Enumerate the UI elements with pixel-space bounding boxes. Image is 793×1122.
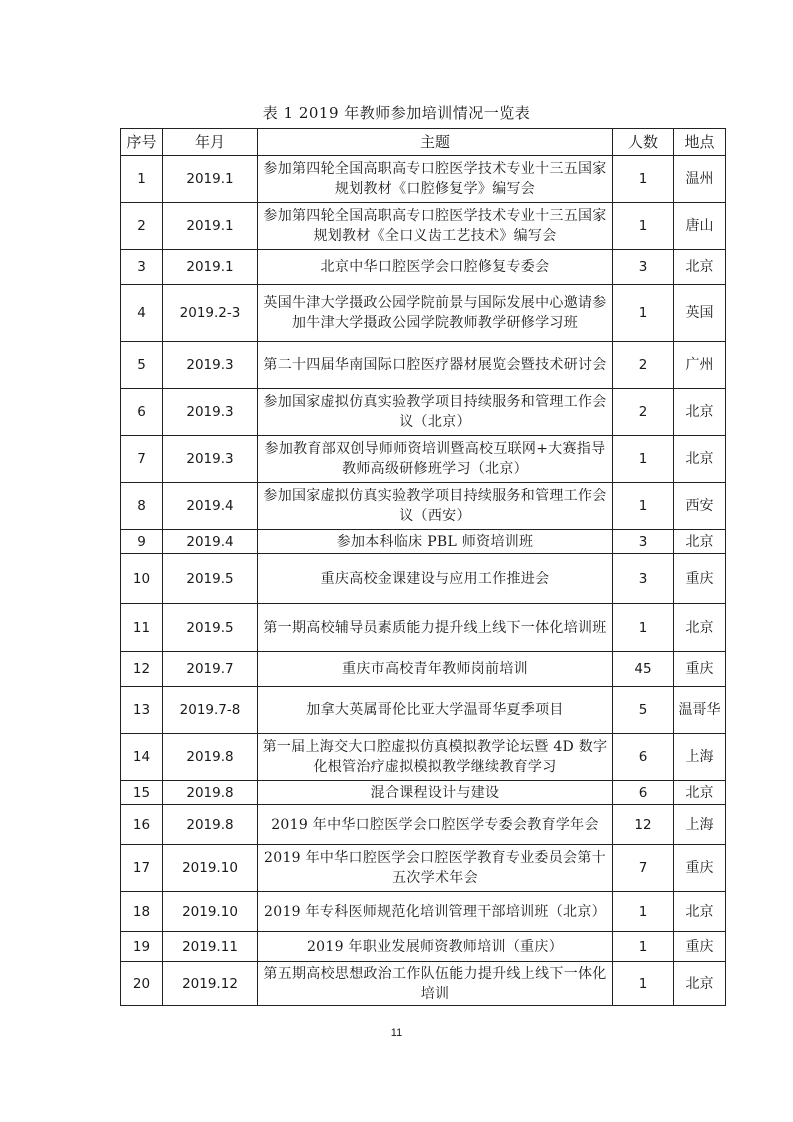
row-date: 2019.7-8 (163, 687, 258, 734)
row-topic: 参加国家虚拟仿真实验教学项目持续服务和管理工作会议（北京） (258, 389, 613, 436)
table-row (121, 483, 726, 530)
row-count: 6 (613, 781, 674, 805)
table-row (121, 805, 726, 845)
row-date: 2019.4 (163, 530, 258, 554)
row-place: 北京 (674, 389, 726, 436)
header-count: 人数 (613, 129, 674, 156)
row-count: 12 (613, 805, 674, 845)
row-index: 9 (121, 530, 163, 554)
table-row (121, 962, 726, 1006)
row-date: 2019.8 (163, 805, 258, 845)
row-index: 2 (121, 203, 163, 250)
table-row (121, 554, 726, 604)
header-index: 序号 (121, 129, 163, 156)
row-place: 北京 (674, 250, 726, 285)
table-row (121, 342, 726, 389)
row-index: 8 (121, 483, 163, 530)
row-index: 10 (121, 554, 163, 604)
row-date: 2019.10 (163, 845, 258, 892)
table-row (121, 389, 726, 436)
row-index: 1 (121, 156, 163, 203)
row-date: 2019.3 (163, 436, 258, 483)
row-topic: 重庆高校金课建设与应用工作推进会 (258, 554, 613, 604)
row-place: 重庆 (674, 554, 726, 604)
row-topic: 第一届上海交大口腔虚拟仿真模拟教学论坛暨 4D 数字化根管治疗虚拟模拟教学继续教育学习 (258, 734, 613, 781)
row-date: 2019.10 (163, 892, 258, 932)
row-count: 1 (613, 436, 674, 483)
row-index: 19 (121, 932, 163, 962)
row-date: 2019.8 (163, 781, 258, 805)
row-date: 2019.2-3 (163, 285, 258, 342)
row-topic: 北京中华口腔医学会口腔修复专委会 (258, 250, 613, 285)
table-row (121, 203, 726, 250)
row-count: 1 (613, 962, 674, 1006)
row-count: 6 (613, 734, 674, 781)
row-index: 13 (121, 687, 163, 734)
header-topic: 主题 (258, 129, 613, 156)
row-index: 4 (121, 285, 163, 342)
table-row (121, 436, 726, 483)
row-count: 1 (613, 892, 674, 932)
row-topic: 2019 年中华口腔医学会口腔医学教育专业委员会第十五次学术年会 (258, 845, 613, 892)
row-index: 16 (121, 805, 163, 845)
row-index: 5 (121, 342, 163, 389)
table-caption: 表 1 2019 年教师参加培训情况一览表 (262, 104, 531, 122)
row-count: 3 (613, 554, 674, 604)
row-count: 3 (613, 250, 674, 285)
row-topic: 2019 年中华口腔医学会口腔医学专委会教育学年会 (258, 805, 613, 845)
training-table (120, 128, 726, 1006)
row-index: 17 (121, 845, 163, 892)
row-index: 6 (121, 389, 163, 436)
row-place: 广州 (674, 342, 726, 389)
row-count: 2 (613, 389, 674, 436)
row-topic: 参加教育部双创导师师资培训暨高校互联网+大赛指导教师高级研修班学习（北京） (258, 436, 613, 483)
row-date: 2019.3 (163, 389, 258, 436)
row-count: 1 (613, 604, 674, 652)
row-topic: 2019 年专科医师规范化培训管理干部培训班（北京） (258, 892, 613, 932)
row-topic: 参加国家虚拟仿真实验教学项目持续服务和管理工作会议（西安） (258, 483, 613, 530)
row-place: 西安 (674, 483, 726, 530)
row-place: 温州 (674, 156, 726, 203)
row-date: 2019.8 (163, 734, 258, 781)
row-topic: 2019 年职业发展师资教师培训（重庆） (258, 932, 613, 962)
row-place: 重庆 (674, 932, 726, 962)
row-place: 北京 (674, 962, 726, 1006)
table-header-row (121, 129, 726, 156)
row-index: 11 (121, 604, 163, 652)
row-topic: 重庆市高校青年教师岗前培训 (258, 652, 613, 687)
row-index: 20 (121, 962, 163, 1006)
table-row (121, 687, 726, 734)
row-index: 14 (121, 734, 163, 781)
row-date: 2019.3 (163, 342, 258, 389)
row-topic: 第五期高校思想政治工作队伍能力提升线上线下一体化培训 (258, 962, 613, 1006)
row-index: 15 (121, 781, 163, 805)
row-place: 北京 (674, 530, 726, 554)
row-topic: 参加第四轮全国高职高专口腔医学技术专业十三五国家规划教材《口腔修复学》编写会 (258, 156, 613, 203)
table-row (121, 604, 726, 652)
row-place: 唐山 (674, 203, 726, 250)
row-count: 5 (613, 687, 674, 734)
row-place: 上海 (674, 805, 726, 845)
row-count: 45 (613, 652, 674, 687)
row-place: 重庆 (674, 652, 726, 687)
row-place: 重庆 (674, 845, 726, 892)
row-place: 北京 (674, 781, 726, 805)
row-topic: 第一期高校辅导员素质能力提升线上线下一体化培训班 (258, 604, 613, 652)
row-place: 英国 (674, 285, 726, 342)
row-place: 上海 (674, 734, 726, 781)
table-row (121, 932, 726, 962)
row-date: 2019.1 (163, 156, 258, 203)
row-place: 北京 (674, 604, 726, 652)
row-index: 12 (121, 652, 163, 687)
row-place: 温哥华 (674, 687, 726, 734)
table-row (121, 250, 726, 285)
table-row (121, 156, 726, 203)
row-index: 7 (121, 436, 163, 483)
row-count: 1 (613, 156, 674, 203)
row-date: 2019.5 (163, 554, 258, 604)
row-count: 1 (613, 203, 674, 250)
row-date: 2019.5 (163, 604, 258, 652)
header-date: 年月 (163, 129, 258, 156)
row-date: 2019.1 (163, 203, 258, 250)
page-number: 11 (390, 1027, 403, 1039)
row-count: 1 (613, 285, 674, 342)
table-row (121, 892, 726, 932)
row-topic: 加拿大英属哥伦比亚大学温哥华夏季项目 (258, 687, 613, 734)
row-topic: 英国牛津大学摄政公园学院前景与国际发展中心邀请参加牛津大学摄政公园学院教师教学研修学习班 (258, 285, 613, 342)
table-row (121, 530, 726, 554)
header-place: 地点 (674, 129, 726, 156)
row-place: 北京 (674, 436, 726, 483)
row-index: 3 (121, 250, 163, 285)
row-topic: 混合课程设计与建设 (258, 781, 613, 805)
table-row (121, 734, 726, 781)
row-index: 18 (121, 892, 163, 932)
row-place: 北京 (674, 892, 726, 932)
row-topic: 第二十四届华南国际口腔医疗器材展览会暨技术研讨会 (258, 342, 613, 389)
row-date: 2019.4 (163, 483, 258, 530)
table-row (121, 845, 726, 892)
row-count: 1 (613, 932, 674, 962)
table-row (121, 285, 726, 342)
row-count: 7 (613, 845, 674, 892)
table-row (121, 652, 726, 687)
row-topic: 参加本科临床 PBL 师资培训班 (258, 530, 613, 554)
row-topic: 参加第四轮全国高职高专口腔医学技术专业十三五国家规划教材《全口义齿工艺技术》编写会 (258, 203, 613, 250)
table-row (121, 781, 726, 805)
row-count: 2 (613, 342, 674, 389)
row-date: 2019.1 (163, 250, 258, 285)
row-count: 1 (613, 483, 674, 530)
row-date: 2019.11 (163, 932, 258, 962)
row-count: 3 (613, 530, 674, 554)
row-date: 2019.12 (163, 962, 258, 1006)
row-date: 2019.7 (163, 652, 258, 687)
